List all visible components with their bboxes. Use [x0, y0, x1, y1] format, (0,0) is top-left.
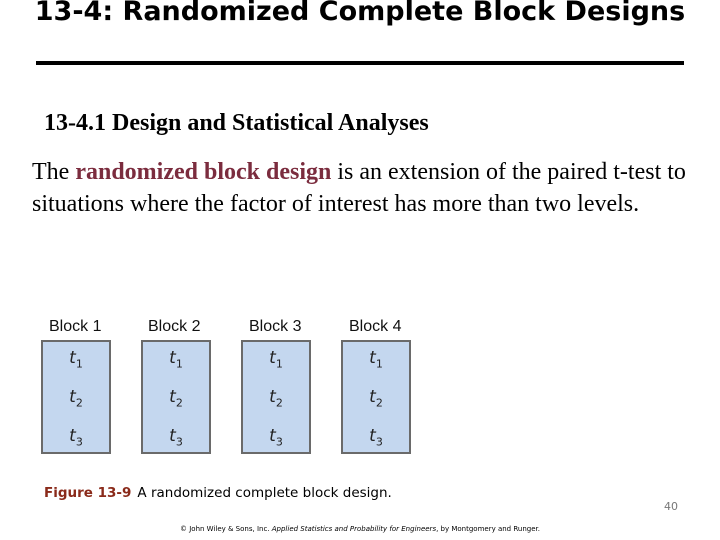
- block-box: [341, 340, 411, 454]
- treatment-label: $t_2$: [369, 387, 383, 410]
- figure-number: Figure 13-9: [44, 485, 132, 501]
- block-box: [41, 340, 111, 454]
- page-number: 40: [664, 500, 678, 513]
- paragraph-text-before: The: [32, 159, 76, 185]
- treatment-label: $t_1$: [369, 348, 383, 371]
- footer-book-title: Applied Statistics and Probability for Engineers: [271, 525, 437, 533]
- treatment-label: $t_3$: [369, 426, 383, 449]
- block-label: Block 2: [148, 318, 201, 335]
- treatment-label: $t_1$: [269, 348, 283, 371]
- block-label: Block 4: [349, 318, 402, 335]
- block-box: [141, 340, 211, 454]
- treatment-label: $t_2$: [169, 387, 183, 410]
- treatment-label: $t_2$: [69, 387, 83, 410]
- treatment-label: $t_3$: [169, 426, 183, 449]
- treatment-label: $t_1$: [169, 348, 183, 371]
- title-underline: [36, 61, 684, 65]
- treatment-label: $t_1$: [69, 348, 83, 371]
- caption-text: A randomized complete block design.: [137, 485, 392, 501]
- block-label: Block 3: [249, 318, 302, 335]
- footer-suffix: , by Montgomery and Runger.: [436, 525, 540, 533]
- copyright-footer: [0, 525, 720, 533]
- footer-prefix: © John Wiley & Sons, Inc.: [180, 525, 272, 533]
- treatment-label: $t_3$: [69, 426, 83, 449]
- slide-title: 13-4: Randomized Complete Block Designs: [34, 0, 686, 27]
- block-box: [241, 340, 311, 454]
- paragraph-text-after: is an extension of the paired t-test to situations where the factor of interest has more than two levels.: [32, 159, 686, 217]
- highlight-term: randomized block design: [75, 159, 332, 185]
- section-subheading: 13-4.1 Design and Statistical Analyses: [44, 110, 429, 136]
- treatment-label: $t_2$: [269, 387, 283, 410]
- body-paragraph: [32, 156, 692, 220]
- block-label: Block 1: [49, 318, 102, 335]
- treatment-label: $t_3$: [269, 426, 283, 449]
- figure-caption: [44, 485, 392, 501]
